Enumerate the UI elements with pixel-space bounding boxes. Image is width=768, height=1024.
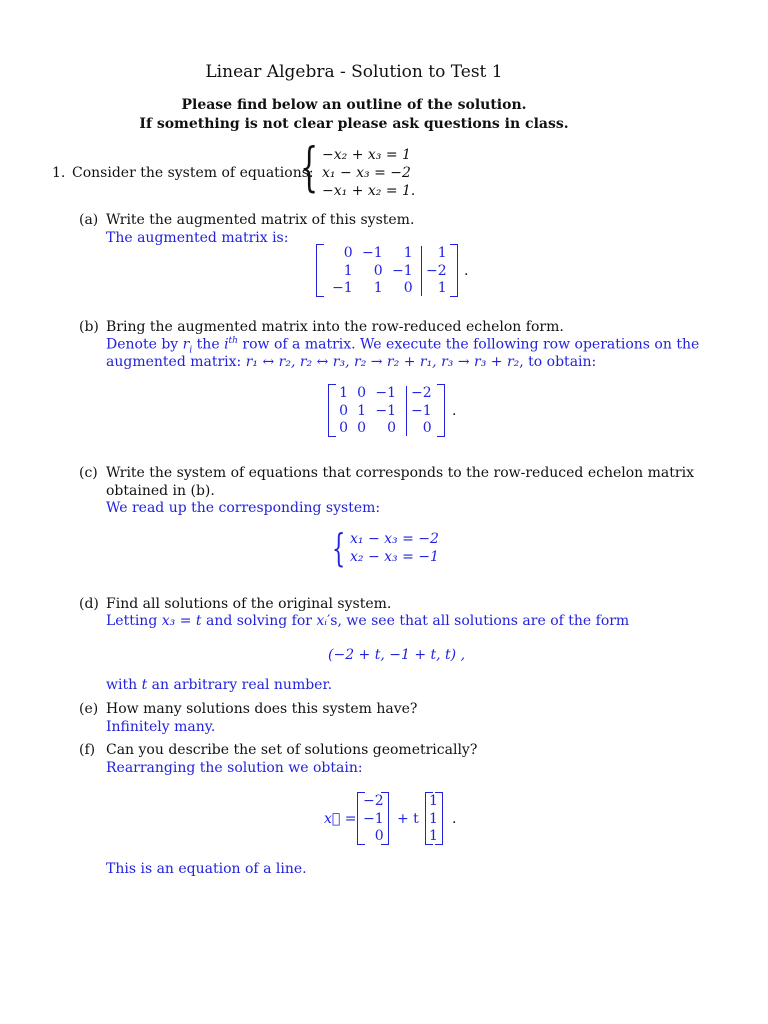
- intro-line-1: Please find below an outline of the solution.: [181, 97, 527, 113]
- left-bracket: [316, 244, 324, 297]
- math: x₃ = t: [161, 613, 202, 629]
- part-question-line-2: obtained in (b).: [106, 483, 215, 499]
- vector-entries: [425, 793, 442, 846]
- text: augmented matrix:: [106, 354, 246, 370]
- part-answer: Rearranging the solution we obtain:: [106, 760, 363, 776]
- matrix-cell: −1: [332, 280, 353, 296]
- matrix-cell: 0: [357, 420, 366, 436]
- vector-cell: −2: [363, 793, 384, 809]
- equation-1: x₁ − x₃ = −2: [350, 531, 439, 547]
- part-question-line-1: Write the system of equations that corresponds to the row-reduced echelon matrix: [106, 465, 694, 481]
- matrix-cell: −1: [362, 245, 383, 261]
- period: .: [464, 263, 469, 279]
- matrix-cell: 0: [422, 420, 432, 436]
- row-operations: r₁ ↔ r₂, r₂ ↔ r₃, r₂ → r₂ + r₁, r₃ → r₃ + r₂: [245, 354, 520, 370]
- matrix-cell: 1: [403, 245, 413, 261]
- matrix-cell: 1: [339, 385, 348, 401]
- conclusion: This is an equation of a line.: [106, 861, 307, 877]
- math-i: i: [224, 336, 229, 353]
- point-vector: [357, 792, 389, 846]
- matrix-cell: 1: [437, 280, 447, 296]
- augmented-matrix: [316, 244, 458, 298]
- left-brace: {: [332, 526, 346, 570]
- matrix-cell: 0: [339, 402, 348, 419]
- part-question: How many solutions does this system have?: [106, 701, 418, 717]
- direction-vector: [425, 792, 443, 846]
- part-answer: The augmented matrix is:: [106, 230, 289, 246]
- text: with: [106, 677, 142, 693]
- matrix-cell: 0: [357, 385, 366, 401]
- math-sup: th: [228, 336, 238, 346]
- math: xᵢ: [316, 613, 328, 629]
- math: t: [141, 677, 148, 693]
- part-answer: Infinitely many.: [106, 719, 216, 735]
- solution-note: [106, 677, 332, 695]
- part-label: (a): [79, 212, 99, 228]
- right-bracket: [437, 384, 445, 437]
- question-prompt: Consider the system of equations:: [72, 165, 314, 181]
- matrix-cell: 0: [387, 420, 396, 436]
- matrix-cell: 0: [339, 420, 348, 436]
- part-label: (b): [79, 319, 99, 335]
- matrix-cell: −1: [375, 402, 396, 419]
- equation-1: −x₂ + x₃ = 1: [322, 147, 411, 163]
- matrix-cell: 1: [357, 402, 366, 419]
- vector-cell: 1: [429, 793, 438, 809]
- constant-column: [407, 385, 436, 438]
- text: Denote by: [106, 336, 183, 353]
- matrix-cell: −1: [411, 402, 432, 419]
- matrix-cell: 1: [373, 280, 383, 296]
- text: row of a matrix. We execute the following row operations on the: [237, 336, 700, 353]
- plus-t: + t: [397, 811, 419, 827]
- part-answer: [106, 613, 629, 631]
- intro-line-2: If something is not clear please ask questions in class.: [139, 116, 569, 132]
- vector-cell: −1: [363, 810, 384, 827]
- matrix-cell: 1: [437, 245, 447, 261]
- rref-matrix: [328, 384, 445, 438]
- matrix-cell: −1: [392, 262, 413, 279]
- part-question: Can you describe the set of solutions geometrically?: [106, 742, 478, 758]
- part-label: (e): [79, 701, 99, 717]
- part-answer-line-2: [106, 354, 596, 372]
- page-title: Linear Algebra - Solution to Test 1: [205, 62, 503, 82]
- math-r: r: [182, 336, 190, 353]
- equation-3: −x₁ + x₂ = 1.: [322, 183, 416, 199]
- coefficient-block: [328, 245, 417, 298]
- question-number: 1.: [52, 165, 66, 181]
- text: an arbitrary real number.: [147, 677, 333, 693]
- matrix-cell: 0: [403, 280, 413, 296]
- text: and solving for: [201, 613, 317, 629]
- part-question: Bring the augmented matrix into the row-reduced echelon form.: [106, 319, 564, 335]
- period: .: [452, 403, 457, 419]
- text: Letting: [106, 613, 162, 629]
- matrix-cell: 1: [343, 262, 353, 279]
- vector-cell: 0: [374, 828, 384, 844]
- text: the: [192, 336, 225, 353]
- text: ′s, we see that all solutions are of the form: [327, 613, 630, 629]
- matrix-cell: −2: [426, 262, 447, 279]
- part-label: (f): [79, 742, 96, 758]
- matrix-cell: 0: [343, 245, 353, 261]
- vector-cell: 1: [429, 828, 438, 844]
- right-bracket: [450, 244, 458, 297]
- equation-2: x₂ − x₃ = −1: [350, 549, 439, 565]
- constant-column: [422, 245, 451, 298]
- left-brace: {: [300, 138, 319, 198]
- matrix-cell: 0: [373, 262, 383, 279]
- part-question: Find all solutions of the original system.: [106, 596, 392, 612]
- matrix-cell: −1: [375, 385, 396, 401]
- math-sub: i: [189, 345, 193, 356]
- vector-entries: [359, 793, 388, 846]
- vector-cell: 1: [429, 810, 438, 827]
- part-question: Write the augmented matrix of this system.: [106, 212, 415, 228]
- solution-tuple: (−2 + t, −1 + t, t) ,: [328, 647, 466, 663]
- text: , to obtain:: [519, 354, 597, 370]
- vector-lhs: x⃗ =: [324, 811, 357, 827]
- matrix-cell: −2: [411, 385, 432, 401]
- coefficient-block: [334, 385, 400, 438]
- equation-2: x₁ − x₃ = −2: [322, 165, 411, 181]
- part-label: (d): [79, 596, 99, 612]
- part-label: (c): [79, 465, 98, 481]
- part-answer: We read up the corresponding system:: [106, 500, 381, 516]
- period: .: [452, 811, 457, 827]
